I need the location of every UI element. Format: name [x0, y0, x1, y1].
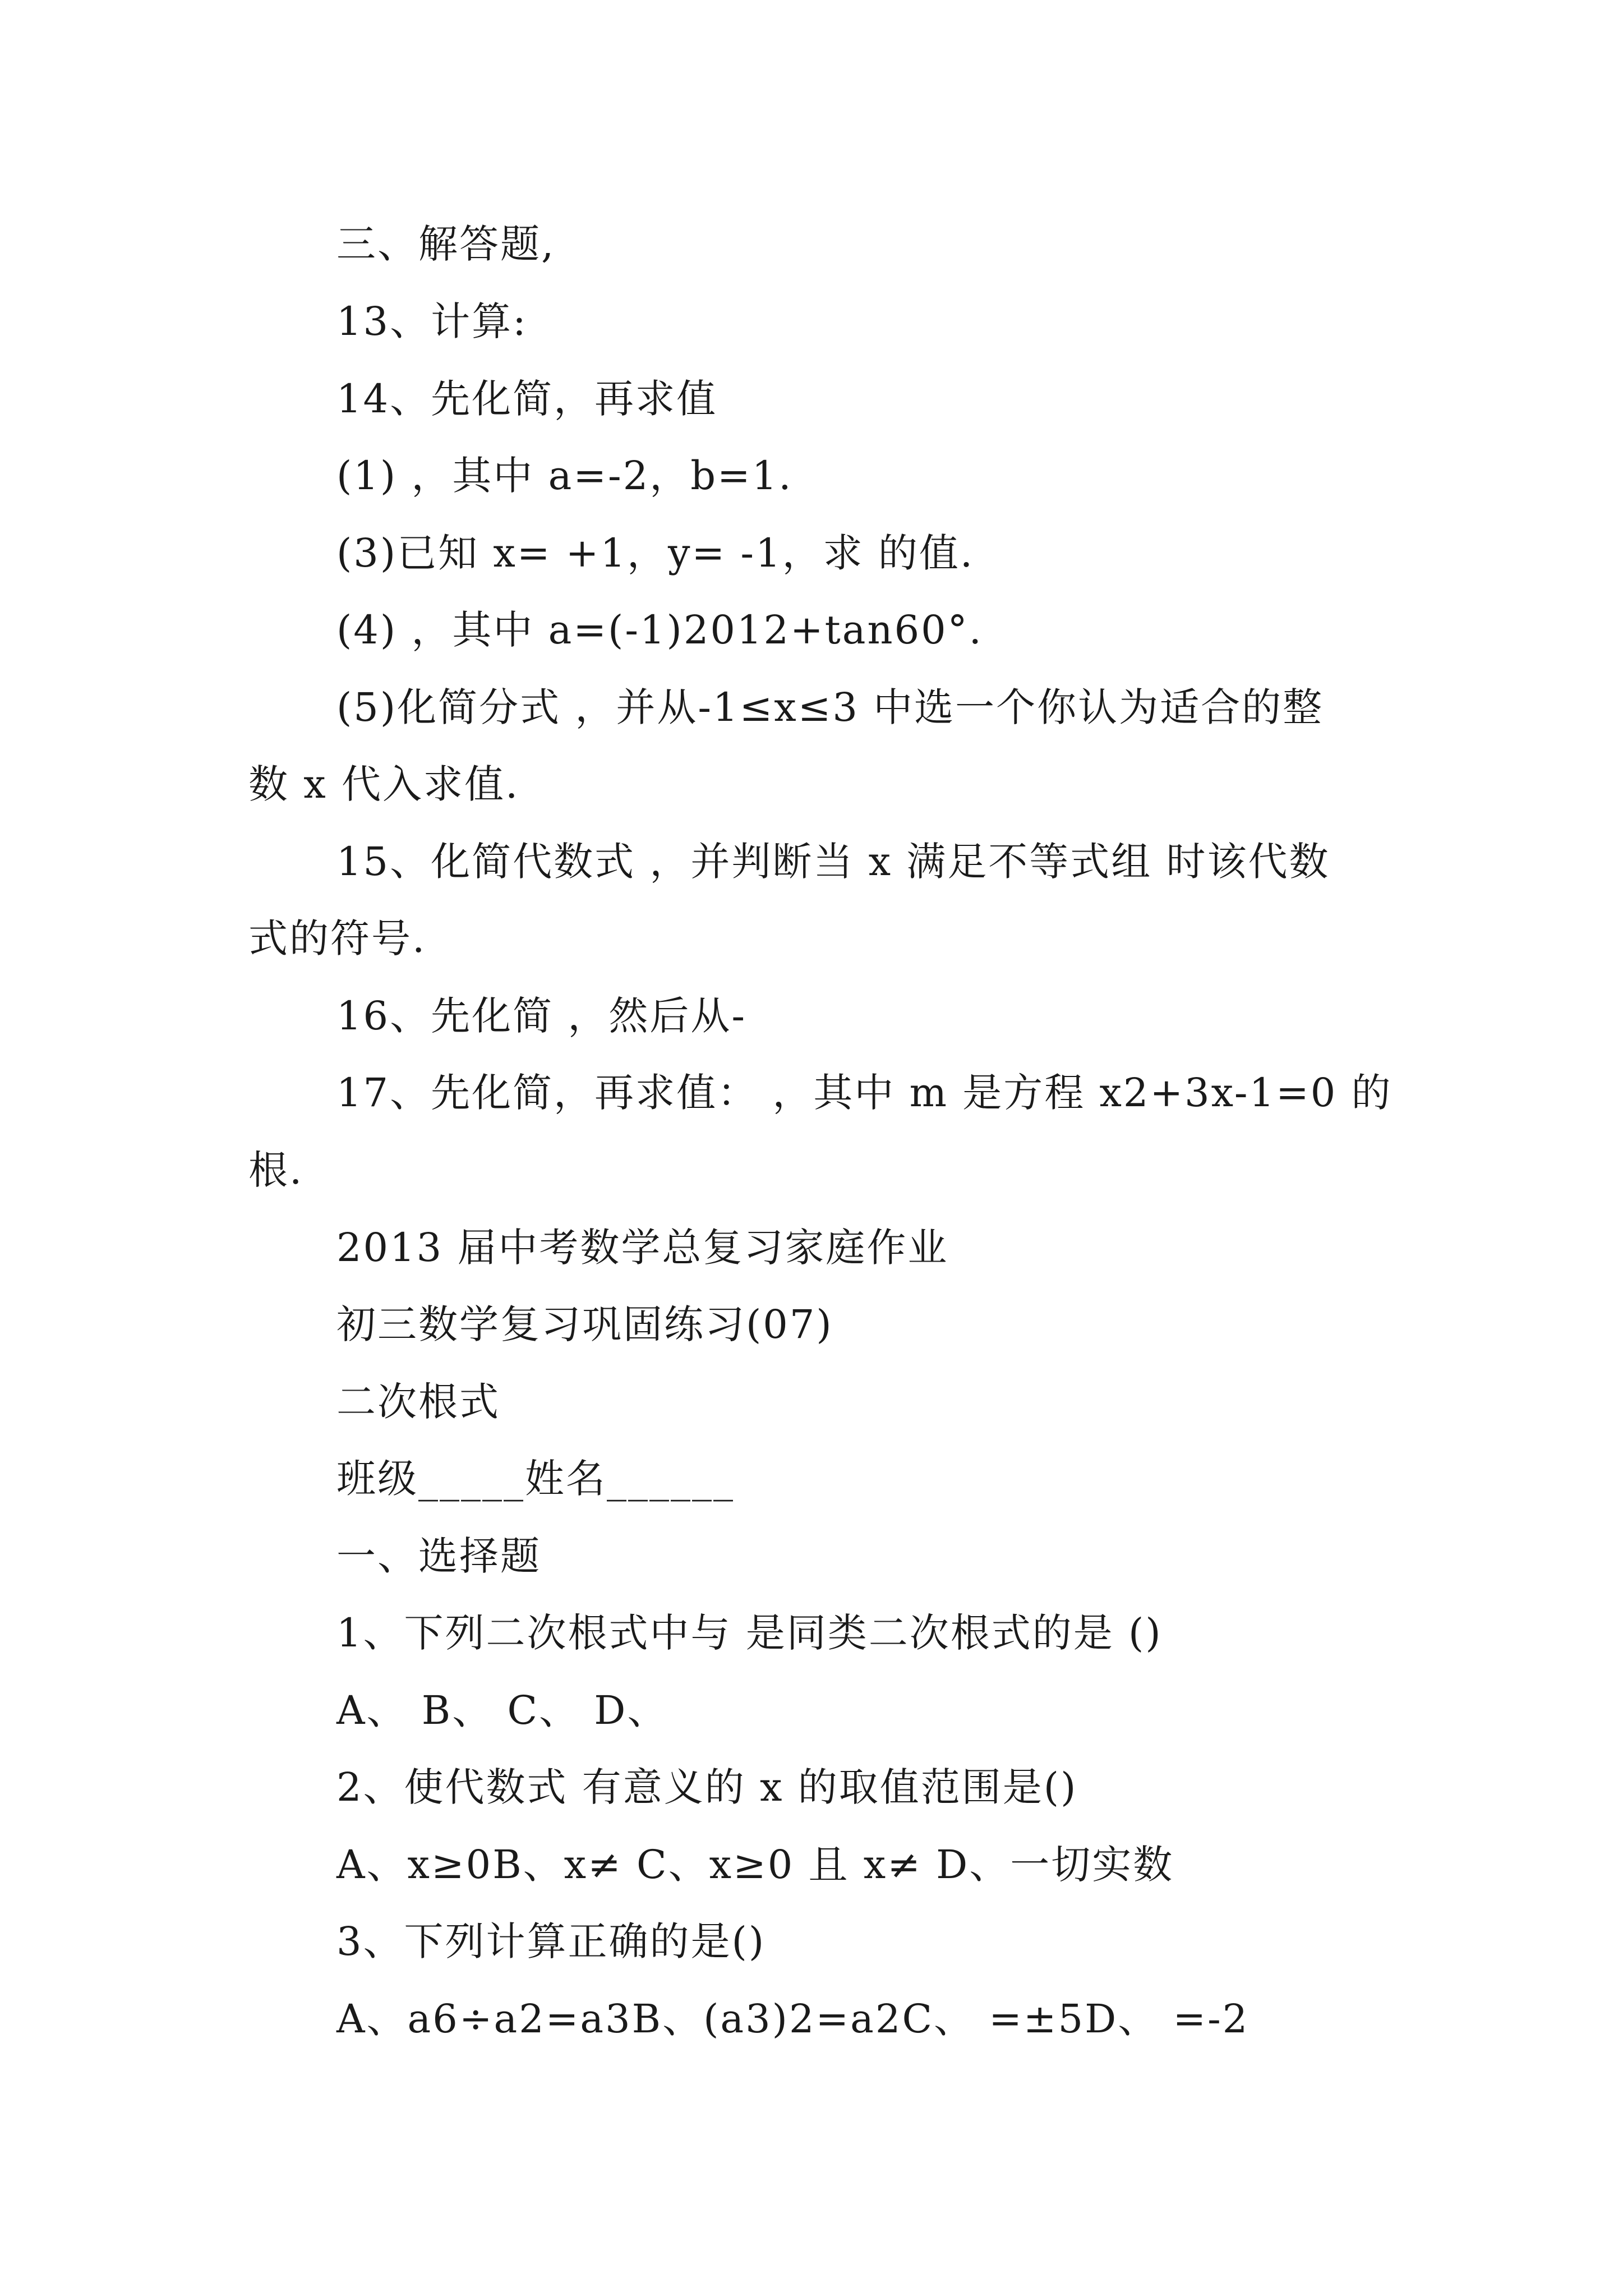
- homework-title: 2013 届中考数学总复习家庭作业: [336, 1225, 949, 1271]
- choice-question-2: 2、使代数式 有意义的 x 的取值范围是(): [336, 1764, 1078, 1810]
- question-16: 16、先化简 ，然后从-: [336, 993, 746, 1039]
- section-heading-answer-questions: 三、解答题,: [336, 221, 556, 267]
- choice-question-3-options: A、a6÷a2=a3B、(a3)2=a2C、 =±5D、 =-2: [336, 1996, 1249, 2042]
- question-15: 15、化简代数式 ，并判断当 x 满足不等式组 时该代数: [336, 839, 1330, 885]
- exercise-title: 初三数学复习巩固练习(07): [336, 1301, 833, 1347]
- question-17: 17、先化简，再求值： ，其中 m 是方程 x2+3x-1=0 的: [336, 1070, 1393, 1116]
- question-17-continued: 根.: [248, 1147, 304, 1193]
- class-name-line: 班级_____姓名______: [336, 1456, 735, 1502]
- question-14: 14、先化简，再求值: [336, 376, 718, 422]
- question-14-part-1: (1) ，其中 a=-2，b=1.: [336, 453, 793, 499]
- choice-question-1: 1、下列二次根式中与 是同类二次根式的是 (): [336, 1610, 1163, 1656]
- question-14-part-3: (3)已知 x= +1，y= -1，求 的值.: [336, 530, 975, 576]
- question-13: 13、计算:: [336, 298, 528, 344]
- choice-question-3: 3、下列计算正确的是(): [336, 1918, 766, 1964]
- choice-question-2-options: A、x≥0B、x≠ C、x≥0 且 x≠ D、一切实数: [336, 1842, 1174, 1888]
- question-14-part-5-continued: 数 x 代入求值.: [248, 761, 520, 807]
- section-heading-multiple-choice: 一、选择题: [336, 1533, 541, 1579]
- question-14-part-5: (5)化简分式 ，并从-1≤x≤3 中选一个你认为适合的整: [336, 684, 1324, 730]
- question-14-part-4: (4) ，其中 a=(-1)2012+tan60°.: [336, 607, 983, 653]
- choice-question-1-options: A、 B、 C、 D、: [336, 1687, 668, 1733]
- question-15-continued: 式的符号.: [248, 915, 427, 961]
- topic-title: 二次根式: [336, 1379, 500, 1425]
